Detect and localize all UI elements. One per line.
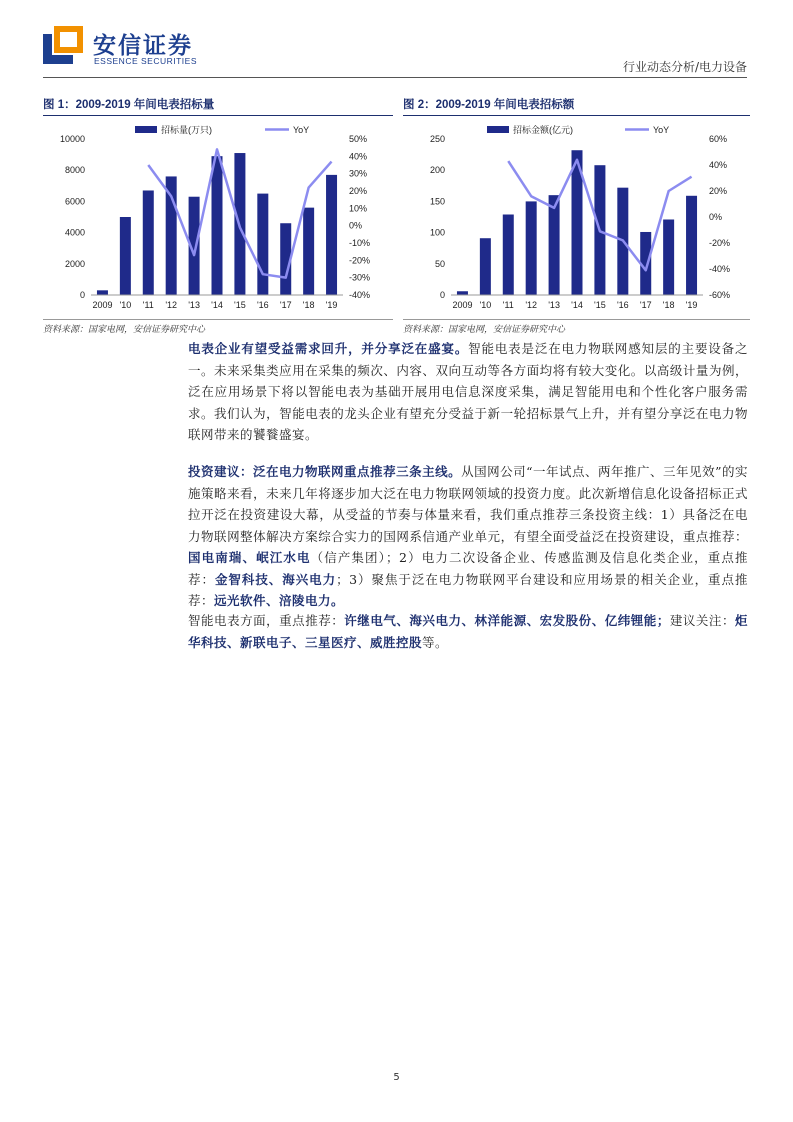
x-axis-tick-label: '17 <box>279 300 292 310</box>
figure-2-chart <box>403 117 753 319</box>
right-axis-tick-label: 40% <box>709 160 728 170</box>
x-axis-tick-label: '11 <box>502 300 514 310</box>
x-axis-tick-label: 2009 <box>452 300 473 310</box>
paragraph-2-body-2: （信产集团）；2）电力二次设备企业、传感监测及信息化类企业，重点推荐： <box>188 550 748 587</box>
right-axis-tick-label: 0% <box>709 212 723 222</box>
x-axis-tick-label: '16 <box>616 300 629 310</box>
right-axis-tick-label: 60% <box>709 134 728 144</box>
left-axis-tick-label: 150 <box>429 196 445 207</box>
header-divider <box>43 77 747 78</box>
right-axis-tick-label: -40% <box>349 290 371 300</box>
paragraph-2-body-3: ；3）聚焦于泛在电力物联网平台建设和应用场景的相关企业，重点推荐： <box>188 571 748 608</box>
x-axis-tick-label: '10 <box>479 300 492 310</box>
paragraph-1-body: 智能电表是泛在电力物联网感知层的主要设备之一。未来采集类应用在采集的频次、内容、双向互动等各方面均将有较大变化。以高级计量为例，泛在应用场景下将以智能电表为基础开展用电信息深度采集，满足智能用电和个性化客户服务需求。我们认为，智能电表的龙头企业有望充分受益于新一轮招标景气上升，并有望分享泛在电力物联网带来的饕餮盛宴。 <box>188 341 748 442</box>
bar-2009 <box>97 290 108 295</box>
bar-18 <box>303 208 314 295</box>
legend-bar-swatch <box>487 126 509 133</box>
legend-bar-label: 招标金额(亿元) <box>513 125 573 135</box>
bar-19 <box>686 196 697 295</box>
bar-12 <box>526 201 537 295</box>
x-axis-tick-label: '12 <box>165 300 178 310</box>
paragraph-meter-demand <box>188 338 748 446</box>
right-axis-tick-label: -60% <box>709 290 731 300</box>
left-axis-tick-label: 10000 <box>59 134 85 144</box>
right-axis-tick-label: -30% <box>349 272 371 283</box>
right-axis-tick-label: 20% <box>349 186 368 196</box>
figure-2-source: 资料来源：国家电网，安信证券研究中心 <box>403 325 566 335</box>
left-axis-tick-label: 50 <box>434 258 445 269</box>
x-axis-tick-label: '18 <box>302 300 315 310</box>
bar-13 <box>549 195 560 295</box>
left-axis-tick-label: 8000 <box>64 165 85 176</box>
figure-2-title: 图 2：2009-2019 年间电表招标额 <box>403 99 575 111</box>
x-axis-tick-label: '11 <box>142 300 154 310</box>
x-axis-tick-label: '19 <box>325 300 338 310</box>
x-axis-tick-label: '18 <box>662 300 675 310</box>
paragraph-3-picks: 许继电气、海兴电力、林洋能源、宏发股份、亿纬锂能； <box>344 613 670 628</box>
right-axis-tick-label: 30% <box>349 168 368 179</box>
bar-18 <box>663 219 674 295</box>
bar-16 <box>257 194 268 295</box>
x-axis-tick-label: '10 <box>119 300 132 310</box>
right-axis-tick-label: 20% <box>709 186 728 196</box>
legend-line-label: YoY <box>653 125 670 135</box>
paragraph-3-lead: 智能电表方面，重点推荐： <box>188 613 345 628</box>
left-axis-tick-label: 0 <box>439 290 445 300</box>
paragraph-2-picks-2: 金智科技、海兴电力 <box>214 571 337 587</box>
figure-1-title: 图 1：2009-2019 年间电表招标量 <box>43 99 215 111</box>
paragraph-1-headline: 电表企业有望受益需求回升，并分享泛在盛宴。 <box>188 341 469 356</box>
right-axis-tick-label: 40% <box>349 151 368 162</box>
x-axis-tick-label: '14 <box>571 300 583 310</box>
paragraph-smart-meter-picks <box>188 610 748 653</box>
right-axis-tick-label: 10% <box>349 203 368 214</box>
right-axis-tick-label: -10% <box>349 238 371 248</box>
left-axis-tick-label: 6000 <box>64 196 85 207</box>
paragraph-2-picks-3: 远光软件、涪陵电力。 <box>214 593 345 608</box>
bar-19 <box>326 175 337 295</box>
logo-chinese-name: 安信证券 <box>93 33 193 59</box>
bar-11 <box>503 215 514 295</box>
paragraph-investment-advice <box>188 461 748 612</box>
left-axis-tick-label: 2000 <box>64 258 85 269</box>
bar-14 <box>212 156 223 295</box>
x-axis-tick-label: '15 <box>594 300 606 310</box>
left-axis-tick-label: 250 <box>429 134 445 144</box>
logo-english-name: ESSENCE SECURITIES <box>94 56 197 66</box>
figure-1-bottom-rule <box>43 319 393 320</box>
x-axis-tick-label: '19 <box>685 300 698 310</box>
left-axis-tick-label: 4000 <box>64 227 85 238</box>
bar-10 <box>480 238 491 295</box>
report-type: 行业动态分析/电力设备 <box>622 60 747 74</box>
paragraph-2-headline: 投资建议：泛在电力物联网重点推荐三条主线。 <box>188 464 462 479</box>
right-axis-tick-label: 0% <box>349 220 363 231</box>
legend-bar-swatch <box>135 126 157 133</box>
figure-1-source: 资料来源：国家电网，安信证券研究中心 <box>43 325 206 335</box>
left-axis-tick-label: 0 <box>79 290 85 300</box>
figure-2-top-rule <box>403 115 750 116</box>
figure-1-chart <box>43 117 393 319</box>
legend-bar-label: 招标量(万只) <box>161 125 212 135</box>
left-axis-tick-label: 200 <box>429 165 445 176</box>
x-axis-tick-label: '13 <box>188 300 200 310</box>
bar-2009 <box>457 291 468 295</box>
paragraph-3-watchlist: 炬华科技、新联电子、三星医疗、威胜控股 <box>188 613 748 650</box>
figure-2-bottom-rule <box>403 319 750 320</box>
bar-11 <box>143 190 154 295</box>
x-axis-tick-label: '16 <box>256 300 269 310</box>
x-axis-tick-label: '17 <box>639 300 652 310</box>
figure-1-top-rule <box>43 115 393 116</box>
right-axis-tick-label: -20% <box>709 238 731 248</box>
page-number: 5 <box>393 1072 400 1083</box>
left-axis-tick-label: 100 <box>429 227 445 238</box>
essence-logo-icon <box>43 26 83 64</box>
right-axis-tick-label: 50% <box>349 134 368 144</box>
x-axis-tick-label: '14 <box>211 300 223 310</box>
x-axis-tick-label: '12 <box>525 300 538 310</box>
right-axis-tick-label: -20% <box>349 255 371 266</box>
paragraph-2-picks-1: 国电南瑞、岷江水电 <box>188 550 311 565</box>
paragraph-3-watch-lead: 建议关注： <box>669 613 735 628</box>
right-axis-tick-label: -40% <box>709 264 731 274</box>
legend-line-label: YoY <box>293 125 310 135</box>
paragraph-2-body: 从国网公司“一年试点、两年推广、三年见效”的实施策略来看，未来几年将逐步加大泛在电力物联网领域的投资力度。此次新增信息化设备招标正式拉开泛在投资建设大幕，从受益的节奏与体量来看，我们重点推荐三条投资主线：1）具备泛在电力物联网整体解决方案综合实力的国网系信通产业单元，有望全面受益泛在投资建设，重点推荐： <box>188 464 748 544</box>
x-axis-tick-label: 2009 <box>92 300 113 310</box>
x-axis-tick-label: '13 <box>548 300 560 310</box>
x-axis-tick-label: '15 <box>234 300 246 310</box>
bar-10 <box>120 217 131 295</box>
paragraph-3-tail: 等。 <box>422 634 449 650</box>
